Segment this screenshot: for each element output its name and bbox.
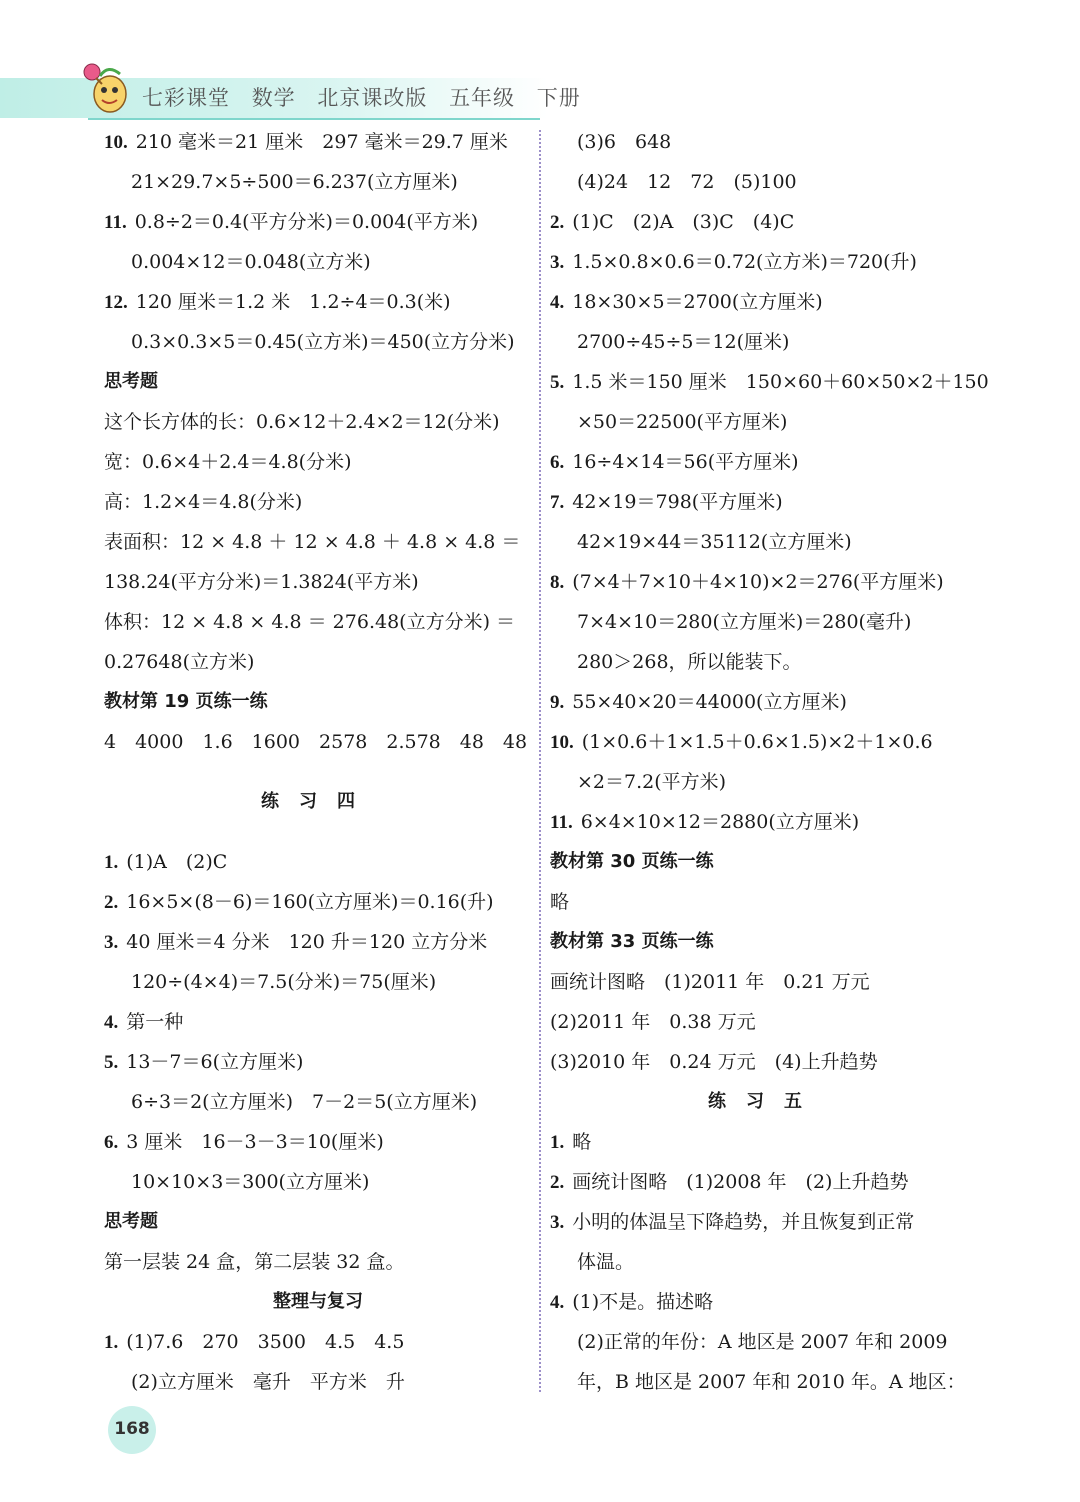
exercise-title xyxy=(104,782,532,822)
line-text: 思考题 xyxy=(104,371,158,392)
line-text: 280＞268，所以能装下。 xyxy=(577,651,802,673)
question-number: 8. xyxy=(550,572,565,593)
answer-line xyxy=(550,242,980,282)
line-text: (1)C (2)A (3)C (4)C xyxy=(572,211,795,233)
line-text: 教材第 30 页练一练 xyxy=(550,851,714,872)
header-subject: 数学 xyxy=(251,86,296,110)
header-volume: 下册 xyxy=(536,86,581,110)
question-number: 3. xyxy=(550,252,565,273)
line-text: 体温。 xyxy=(577,1251,635,1273)
question-number: 6. xyxy=(550,452,565,473)
answer-line xyxy=(104,962,532,1002)
spacer xyxy=(104,822,532,842)
line-text: 210 毫米＝21 厘米 297 毫米＝29.7 厘米 xyxy=(135,131,508,153)
answer-line xyxy=(550,882,980,922)
line-text: 略 xyxy=(550,891,570,913)
answer-line xyxy=(104,122,532,162)
line-text: 第一层装 24 盒，第二层装 32 盒。 xyxy=(104,1251,405,1273)
question-number: 12. xyxy=(104,292,128,313)
question-number: 10. xyxy=(550,732,574,753)
answer-line xyxy=(550,762,980,802)
line-text: 整理与复习 xyxy=(273,1291,363,1312)
answer-line xyxy=(550,1282,980,1322)
answer-line xyxy=(550,602,980,642)
line-text: 120 厘米＝1.2 米 1.2÷4＝0.3(米) xyxy=(135,291,451,313)
line-text: 体积：12 × 4.8 × 4.8 ＝ 276.48(立方分米) ＝ xyxy=(104,611,516,633)
line-text: 年，B 地区是 2007 年和 2010 年。A 地区： xyxy=(577,1371,966,1393)
line-text: 画统计图略 (1)2011 年 0.21 万元 xyxy=(550,971,870,993)
answer-line xyxy=(550,162,980,202)
line-text: (7×4＋7×10＋4×10)×2＝276(平方厘米) xyxy=(572,571,944,593)
question-number: 3. xyxy=(550,1212,565,1233)
line-text: 2700÷45÷5＝12(厘米) xyxy=(577,331,790,353)
line-text: ×2＝7.2(平方米) xyxy=(577,771,727,793)
review-title xyxy=(104,1282,532,1322)
line-text: 3 厘米 16－3－3＝10(厘米) xyxy=(126,1131,384,1153)
answer-line xyxy=(550,322,980,362)
answer-line xyxy=(104,242,532,282)
answer-line xyxy=(104,1322,532,1362)
line-text: 小明的体温呈下降趋势，并且恢复到正常 xyxy=(572,1211,915,1233)
line-text: 40 厘米＝4 分米 120 升＝120 立方分米 xyxy=(126,931,488,953)
answer-line xyxy=(550,1162,980,1202)
line-text: 1.5×0.8×0.6＝0.72(立方米)＝720(升) xyxy=(572,251,917,273)
question-number: 6. xyxy=(104,1132,119,1153)
answer-line xyxy=(550,682,980,722)
answer-line xyxy=(104,1002,532,1042)
answer-line xyxy=(550,362,989,402)
question-number: 3. xyxy=(104,932,119,953)
line-text: 表面积：12 × 4.8 ＋ 12 × 4.8 ＋ 4.8 × 4.8 ＝ xyxy=(104,531,521,553)
line-text: (2)立方厘米 毫升 平方米 升 xyxy=(131,1371,405,1393)
line-text: 宽：0.6×4＋2.4＝4.8(分米) xyxy=(104,451,352,473)
answer-line xyxy=(104,202,532,242)
question-number: 2. xyxy=(104,892,119,913)
answer-line xyxy=(550,482,980,522)
question-number: 9. xyxy=(550,692,565,713)
answer-line xyxy=(550,1042,980,1082)
question-number: 1. xyxy=(550,1132,565,1153)
section-heading xyxy=(104,1202,532,1242)
answer-line xyxy=(550,1362,980,1402)
line-text: ×50＝22500(平方厘米) xyxy=(577,411,788,433)
line-text: 0.27648(立方米) xyxy=(104,651,255,673)
line-text: (1)A (2)C xyxy=(126,851,228,873)
answer-line xyxy=(104,162,532,202)
line-text: (1×0.6＋1×1.5＋0.6×1.5)×2＋1×0.6 xyxy=(581,731,933,753)
answer-line xyxy=(104,1122,532,1162)
line-text: 42×19×44＝35112(立方厘米) xyxy=(577,531,852,553)
answer-line xyxy=(550,962,980,1002)
line-text: 16÷4×14＝56(平方厘米) xyxy=(572,451,799,473)
answer-line xyxy=(104,322,532,362)
line-text: 略 xyxy=(572,1131,592,1153)
answer-line xyxy=(104,562,532,602)
line-text: 思考题 xyxy=(104,1211,158,1232)
header-edition: 北京课改版 xyxy=(317,86,428,110)
question-number: 1. xyxy=(104,852,119,873)
line-text: 42×19＝798(平方厘米) xyxy=(572,491,783,513)
line-text: 教材第 33 页练一练 xyxy=(550,931,714,952)
header-grade: 五年级 xyxy=(449,86,516,110)
line-text: (3)6 648 xyxy=(577,131,672,153)
answer-line xyxy=(104,722,532,762)
answer-line xyxy=(550,722,980,762)
line-text: 0.8÷2＝0.4(平方分米)＝0.004(平方米) xyxy=(134,211,479,233)
line-text: 教材第 19 页练一练 xyxy=(104,691,268,712)
answer-line xyxy=(104,442,532,482)
line-text: 13－7＝6(立方厘米) xyxy=(126,1051,304,1073)
line-text: 这个长方体的长：0.6×12＋2.4×2＝12(分米) xyxy=(104,411,500,433)
answer-line xyxy=(104,642,532,682)
line-text: 55×40×20＝44000(立方厘米) xyxy=(572,691,847,713)
line-text: (1)7.6 270 3500 4.5 4.5 xyxy=(126,1331,405,1353)
mascot-icon xyxy=(78,58,138,118)
line-text: (1)不是。描述略 xyxy=(572,1291,714,1313)
line-text: 6×4×10×12＝2880(立方厘米) xyxy=(580,811,860,833)
question-number: 7. xyxy=(550,492,565,513)
answer-line xyxy=(104,1242,532,1282)
line-text: 0.004×12＝0.048(立方米) xyxy=(131,251,371,273)
section-heading xyxy=(550,922,980,962)
question-number: 2. xyxy=(550,212,565,233)
line-text: 画统计图略 (1)2008 年 (2)上升趋势 xyxy=(572,1171,909,1193)
answer-line xyxy=(104,1042,532,1082)
answer-line xyxy=(550,1002,980,1042)
answer-line xyxy=(550,522,980,562)
answer-line xyxy=(550,122,980,162)
column-divider xyxy=(539,130,541,1392)
question-number: 2. xyxy=(550,1172,565,1193)
line-text: 4 4000 1.6 1600 2578 2.578 48 48 xyxy=(104,731,528,753)
question-number: 4. xyxy=(550,292,565,313)
question-number: 11. xyxy=(104,212,127,233)
line-text: 16×5×(8－6)＝160(立方厘米)＝0.16(升) xyxy=(126,891,494,913)
question-number: 10. xyxy=(104,132,128,153)
answer-line xyxy=(104,522,532,562)
line-text: 6÷3＝2(立方厘米) 7－2＝5(立方厘米) xyxy=(131,1091,478,1113)
exercise-title xyxy=(550,1082,980,1122)
answer-line xyxy=(104,882,532,922)
line-text: 10×10×3＝300(立方厘米) xyxy=(131,1171,370,1193)
question-number: 5. xyxy=(104,1052,119,1073)
answer-line xyxy=(550,202,980,242)
answer-line xyxy=(550,1122,980,1162)
answer-line xyxy=(550,1202,980,1242)
page-number: 168 xyxy=(108,1406,156,1454)
line-text: (4)24 12 72 (5)100 xyxy=(577,171,797,193)
question-number: 11. xyxy=(550,812,573,833)
answer-line xyxy=(550,402,980,442)
answer-line xyxy=(104,402,532,442)
line-text: 7×4×10＝280(立方厘米)＝280(毫升) xyxy=(577,611,912,633)
line-text: 练习四 xyxy=(261,791,375,812)
line-text: 138.24(平方分米)＝1.3824(平方米) xyxy=(104,571,419,593)
section-heading xyxy=(104,682,532,722)
line-text: 1.5 米＝150 厘米 150×60＋60×50×2＋150 xyxy=(572,371,989,393)
spacer xyxy=(104,762,532,782)
answer-line xyxy=(104,1362,532,1402)
header-series: 七彩课堂 xyxy=(142,86,230,110)
answer-line xyxy=(550,802,980,842)
answer-line xyxy=(104,282,532,322)
answer-line xyxy=(104,842,532,882)
header-title xyxy=(142,82,595,112)
line-text: 练习五 xyxy=(708,1091,822,1112)
section-heading xyxy=(550,842,980,882)
question-number: 5. xyxy=(550,372,565,393)
line-text: (2)2011 年 0.38 万元 xyxy=(550,1011,756,1033)
line-text: 21×29.7×5÷500＝6.237(立方厘米) xyxy=(131,171,458,193)
answer-line xyxy=(550,562,980,602)
left-column xyxy=(104,122,532,1402)
answer-line xyxy=(550,1242,980,1282)
line-text: (2)正常的年份：A 地区是 2007 年和 2009 xyxy=(577,1331,948,1353)
question-number: 4. xyxy=(104,1012,119,1033)
answer-line xyxy=(104,1162,532,1202)
line-text: (3)2010 年 0.24 万元 (4)上升趋势 xyxy=(550,1051,878,1073)
section-heading xyxy=(104,362,532,402)
answer-line xyxy=(550,1322,980,1362)
header-rule xyxy=(88,118,540,120)
answer-line xyxy=(550,642,980,682)
answer-line xyxy=(104,602,532,642)
line-text: 0.3×0.3×5＝0.45(立方米)＝450(立方分米) xyxy=(131,331,515,353)
question-number: 1. xyxy=(104,1332,119,1353)
line-text: 120÷(4×4)＝7.5(分米)＝75(厘米) xyxy=(131,971,437,993)
answer-line xyxy=(550,282,980,322)
answer-line xyxy=(104,1082,532,1122)
line-text: 第一种 xyxy=(126,1011,184,1033)
line-text: 高：1.2×4＝4.8(分米) xyxy=(104,491,303,513)
answer-line xyxy=(550,442,980,482)
question-number: 4. xyxy=(550,1292,565,1313)
answer-line xyxy=(104,922,532,962)
right-column xyxy=(550,122,989,1402)
line-text: 18×30×5＝2700(立方厘米) xyxy=(572,291,823,313)
answer-line xyxy=(104,482,532,522)
